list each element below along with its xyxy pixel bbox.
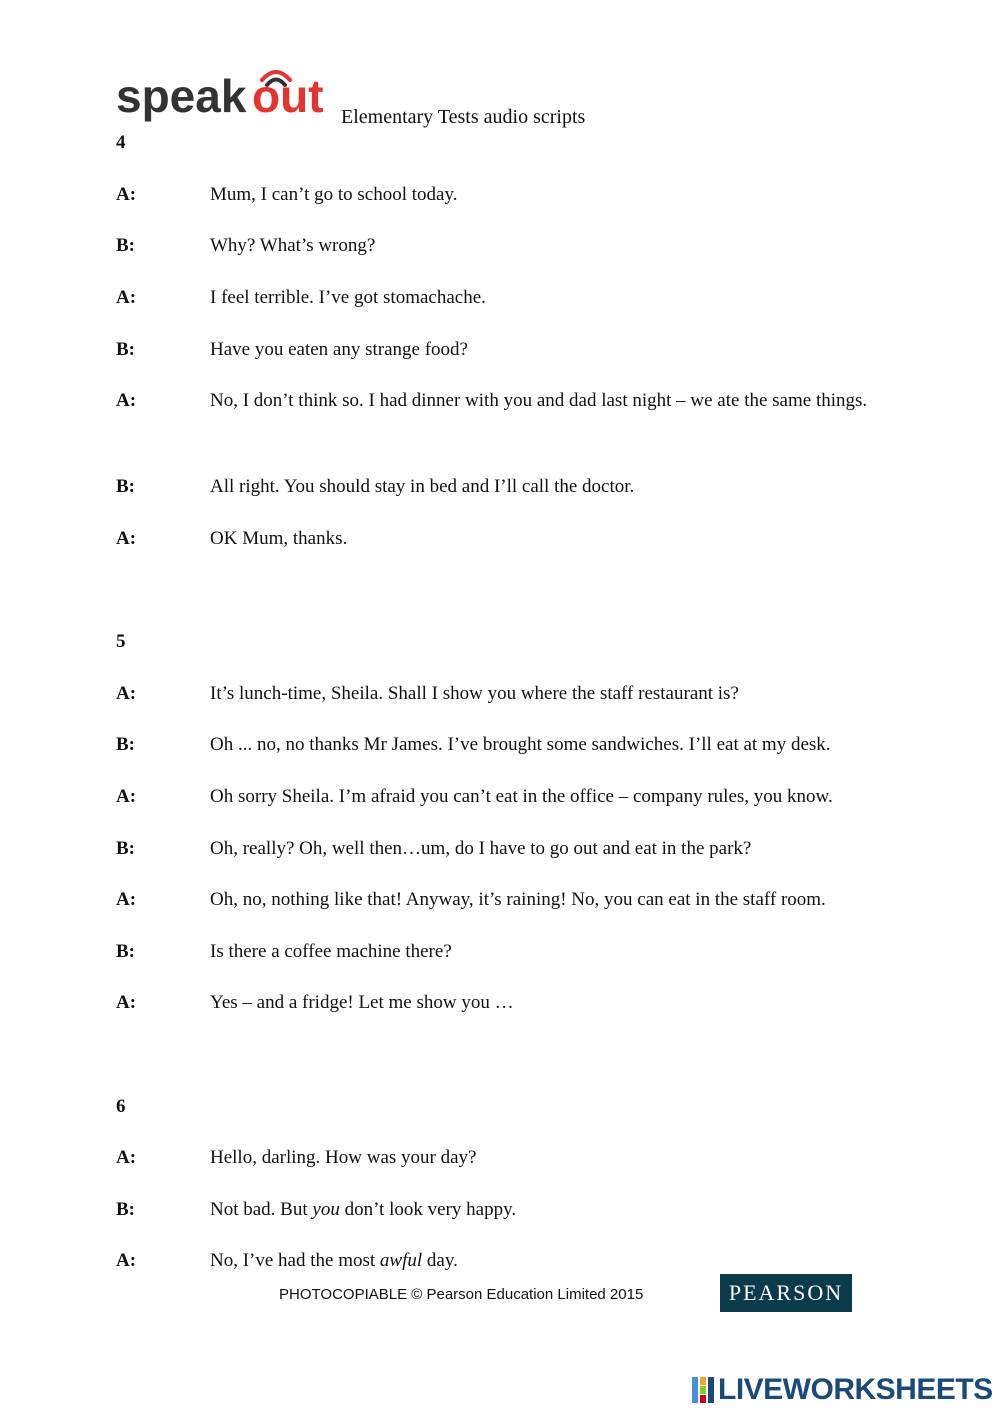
section-number: 6 [116,1096,126,1117]
speaker-label: B: [116,734,135,755]
dialogue-text [210,1244,886,1278]
svg-text:speak: speak [116,70,247,122]
speaker-label: A: [116,184,137,205]
text-part: No, I’ve had the most [210,1250,380,1271]
dialogue-text: Is there a coffee machine there? [210,941,452,962]
dialogue-line [116,333,886,367]
dialogue-line [116,1244,886,1278]
speaker-label: A: [116,287,137,308]
dialogue-text: Oh, no, nothing like that! Anyway, it’s raining! No, you can eat in the staff room. [210,889,826,910]
liveworksheets-text: LIVEWORKSHEETS [718,1373,993,1406]
dialogue-line [116,780,886,814]
dialogue-line [116,986,886,1020]
dialogue-text: OK Mum, thanks. [210,528,348,549]
dialogue-text: Oh, really? Oh, well then…um, do I have to go out and eat in the park? [210,838,752,859]
dialogue-text: Why? What’s wrong? [210,235,376,256]
dialogue-text: I feel terrible. I’ve got stomachache. [210,287,486,308]
dialogue-text: Yes – and a fridge! Let me show you … [210,992,514,1013]
speaker-label: A: [116,992,137,1013]
dialogue-line [116,677,886,711]
speaker-label: A: [116,1147,137,1168]
section-number: 5 [116,631,126,652]
speaker-label: A: [116,786,137,807]
dialogue-text: Hello, darling. How was your day? [210,1147,477,1168]
speaker-label: A: [116,528,137,549]
dialogue-line [116,384,886,452]
text-part: Not bad. But [210,1199,313,1220]
speaker-label: B: [116,235,135,256]
dialogue-line [116,1193,886,1227]
pearson-logo: PEARSON [720,1274,852,1312]
speaker-label: A: [116,390,137,411]
dialogue-line [116,1141,886,1175]
liveworksheets-watermark [692,1373,993,1407]
speaker-label: A: [116,683,137,704]
dialogue-line [116,522,886,556]
dialogue-text: All right. You should stay in bed and I’ll call the doctor. [210,476,635,497]
dialogue-text: Have you eaten any strange food? [210,339,468,360]
speaker-label: B: [116,339,135,360]
speaker-label: A: [116,889,137,910]
liveworksheets-icon [692,1377,714,1403]
dialogue-text: Oh ... no, no thanks Mr James. I’ve brought some sandwiches. I’ll eat at my desk. [210,734,831,755]
dialogue-text: No, I don’t think so. I had dinner with you and dad last night – we ate the same things. [210,390,868,411]
text-part: don’t look very happy. [339,1199,517,1220]
section-number: 4 [116,132,126,153]
speaker-label: B: [116,838,135,859]
dialogue-line [116,832,886,866]
svg-text:out: out [252,70,324,122]
dialogue-line [116,229,886,263]
speaker-label: B: [116,1199,135,1220]
dialogue-line [116,178,886,212]
text-part: day. [422,1250,458,1271]
dialogue-text [210,1193,886,1227]
speakout-logo-graphic [116,60,336,130]
copyright-notice: PHOTOCOPIABLE © Pearson Education Limited 2015 [279,1286,644,1303]
dialogue-text: Mum, I can’t go to school today. [210,184,458,205]
speakout-logo [116,60,336,130]
dialogue-line [116,728,886,762]
dialogue-line [116,470,886,504]
emphasis-text: awful [379,1250,423,1271]
dialogue-line [116,883,886,917]
speaker-label: A: [116,1250,137,1271]
speaker-label: B: [116,476,135,497]
document-subtitle: Elementary Tests audio scripts [341,106,586,128]
dialogue-text: Oh sorry Sheila. I’m afraid you can’t eat in the office – company rules, you know. [210,786,833,807]
dialogue-line [116,935,886,969]
dialogue-text: It’s lunch-time, Sheila. Shall I show you where the staff restaurant is? [210,683,739,704]
emphasis-text: you [312,1199,340,1220]
speaker-label: B: [116,941,135,962]
dialogue-line [116,281,886,315]
